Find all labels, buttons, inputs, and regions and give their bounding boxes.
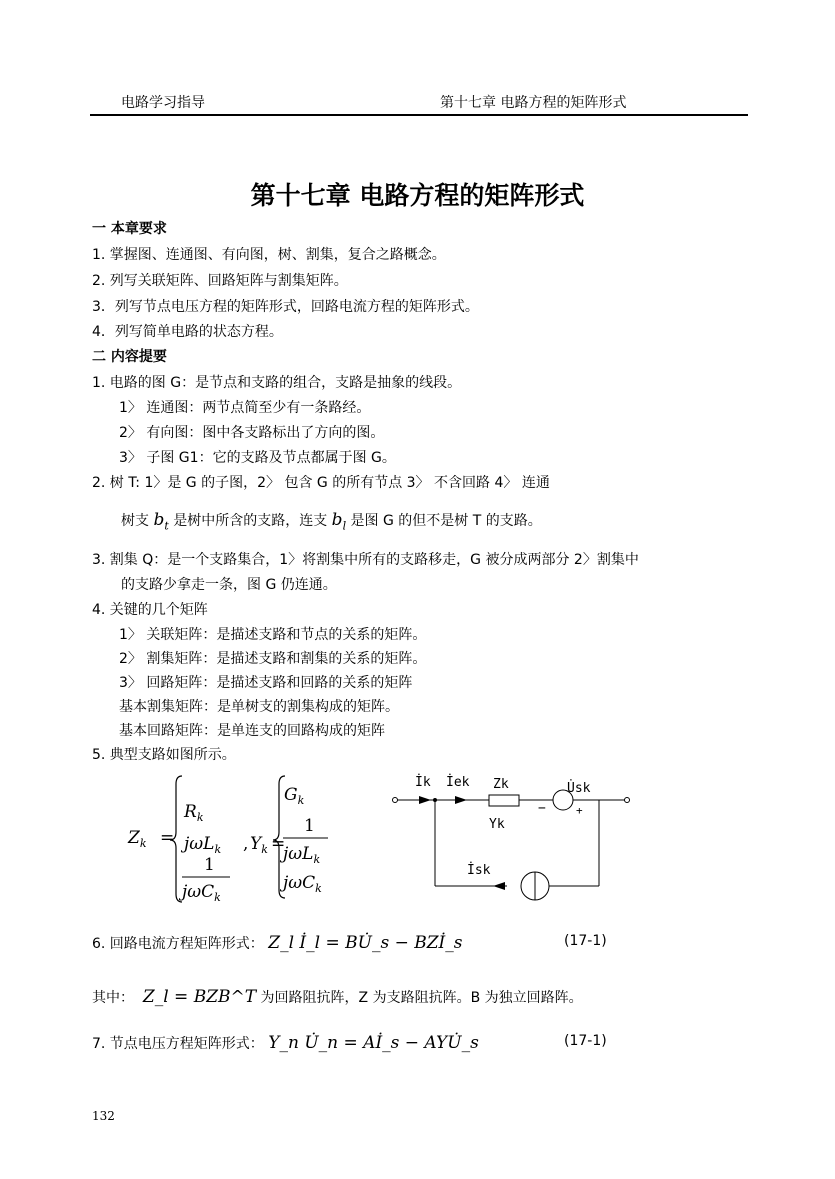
yk-symbol: $Y_k$ — [250, 834, 268, 856]
summary-4-item-5: 基本回路矩阵：是单连支的回路构成的矩阵 — [119, 723, 385, 739]
label-ik: İk — [415, 775, 431, 790]
link-branch-text: 是图 G 的但不是树 T 的支路。 — [350, 513, 542, 529]
symbol-t-sub: t — [164, 519, 169, 533]
label-zk: Zk — [493, 777, 509, 792]
label-usk: U̇sk — [567, 781, 591, 796]
summary-1-item-1: 1〉 连通图：两节点简至少有一条路经。 — [119, 400, 371, 416]
yk-equals: = — [271, 834, 286, 854]
section-heading-requirements: 一 本章要求 — [92, 221, 167, 237]
impedance-box — [489, 795, 519, 806]
yk-conductance: $G_k$ — [284, 785, 305, 807]
formula-comma: , — [243, 834, 249, 854]
tree-branch-text: 是树中所含的支路，连支 — [173, 513, 328, 529]
header-right: 第十七章 电路方程的矩阵形式 — [440, 95, 627, 111]
loop-current-equation: Z_l İ_l = BU̇_s − BZİ_s — [268, 933, 463, 953]
zk-symbol: $Z_k$ — [128, 828, 147, 850]
page-number: 132 — [92, 1109, 115, 1123]
current-arrow-ik — [419, 796, 431, 804]
summary-3-continued: 的支路少拿走一条，图 G 仍连通。 — [121, 577, 337, 593]
summary-1: 1. 电路的图 G：是节点和支路的组合，支路是抽象的线段。 — [92, 375, 462, 391]
zk-inductive: jωL$_k$ — [184, 834, 222, 856]
current-arrow-isk — [493, 882, 505, 890]
terminal-right — [625, 798, 630, 803]
summary-4-item-2: 2〉 割集矩阵：是描述支路和割集的关系的矩阵。 — [119, 651, 427, 667]
loop-impedance-prefix: 其中： — [92, 990, 134, 1006]
tree-branch-symbol — [153, 510, 169, 533]
label-iek: İek — [446, 775, 470, 790]
requirement-1: 1. 掌握图、连通图、有向图，树、割集，复合之路概念。 — [92, 247, 446, 263]
tree-branch-label: 树支 — [121, 513, 149, 529]
label-isk: İsk — [467, 863, 491, 878]
summary-4-item-4: 基本割集矩阵：是单树支的割集构成的矩阵。 — [119, 699, 399, 715]
zk-resistance: $R_k$ — [184, 802, 204, 824]
equation-number-7: (17-1) — [564, 1033, 607, 1049]
label-minus: − — [538, 801, 546, 816]
requirement-3: 3．列写节点电压方程的矩阵形式，回路电流方程的矩阵形式。 — [92, 299, 479, 315]
summary-7 — [92, 1033, 479, 1053]
symbol-b: b — [153, 510, 165, 530]
node-voltage-equation: Y_n U̇_n = Aİ_s − AYU̇_s — [268, 1033, 479, 1053]
loop-impedance-equation: Z_l = BZB^T — [142, 987, 257, 1007]
summary-3: 3. 割集 Q：是一个支路集合，1〉将割集中所有的支路移走，G 被分成两部分 2〉割集中 — [92, 552, 639, 568]
requirement-2: 2. 列写关联矩阵、回路矩阵与割集矩阵。 — [92, 273, 348, 289]
zk-capacitive-numerator: 1 — [204, 855, 215, 875]
summary-4: 4. 关键的几个矩阵 — [92, 602, 208, 618]
yk-inductive-denominator: jωL$_k$ — [283, 844, 321, 866]
requirement-4: 4．列写简单电路的状态方程。 — [92, 324, 283, 340]
header-left: 电路学习指导 — [121, 95, 205, 111]
header-rule — [90, 114, 748, 116]
summary-1-item-2: 2〉 有向图：图中各支路标出了方向的图。 — [119, 425, 385, 441]
summary-5: 5. 典型支路如图所示。 — [92, 747, 236, 763]
summary-1-item-3: 3〉 子图 G1：它的支路及节点都属于图 G。 — [119, 450, 396, 466]
summary-7-text: 7. 节点电压方程矩阵形式： — [92, 1036, 264, 1052]
page-title: 第十七章 电路方程的矩阵形式 — [250, 181, 585, 210]
link-branch-symbol — [331, 510, 347, 533]
label-yk: Yk — [489, 817, 505, 832]
current-arrow-iek — [455, 796, 467, 804]
tree-branch-definition — [121, 510, 542, 532]
yk-capacitive: jωC$_k$ — [283, 873, 322, 895]
symbol-b: b — [331, 510, 343, 530]
summary-6-text: 6. 回路电流方程矩阵形式： — [92, 936, 264, 952]
yk-inductive-numerator: 1 — [304, 816, 315, 836]
symbol-l-sub: l — [342, 519, 347, 533]
summary-2: 2. 树 T: 1〉是 G 的子图，2〉 包含 G 的所有节点 3〉 不含回路 4〉 连通 — [92, 475, 550, 491]
label-plus: + — [576, 804, 583, 817]
summary-4-item-1: 1〉 关联矩阵：是描述支路和节点的关系的矩阵。 — [119, 627, 427, 643]
summary-6 — [92, 933, 462, 953]
zk-equals: = — [160, 828, 175, 848]
typical-branch-circuit — [385, 772, 645, 912]
equation-number-6: (17-1) — [564, 933, 607, 949]
terminal-left — [393, 798, 398, 803]
loop-impedance-definition — [92, 987, 583, 1007]
loop-impedance-text: 为回路阻抗阵，Z 为支路阻抗阵。B 为独立回路阵。 — [260, 990, 583, 1006]
zk-capacitive-denominator: jωC$_k$ — [182, 882, 221, 904]
summary-4-item-3: 3〉 回路矩阵：是描述支路和回路的关系的矩阵 — [119, 675, 413, 691]
impedance-admittance-formula — [120, 770, 350, 910]
section-heading-summary: 二 内容提要 — [92, 349, 167, 365]
